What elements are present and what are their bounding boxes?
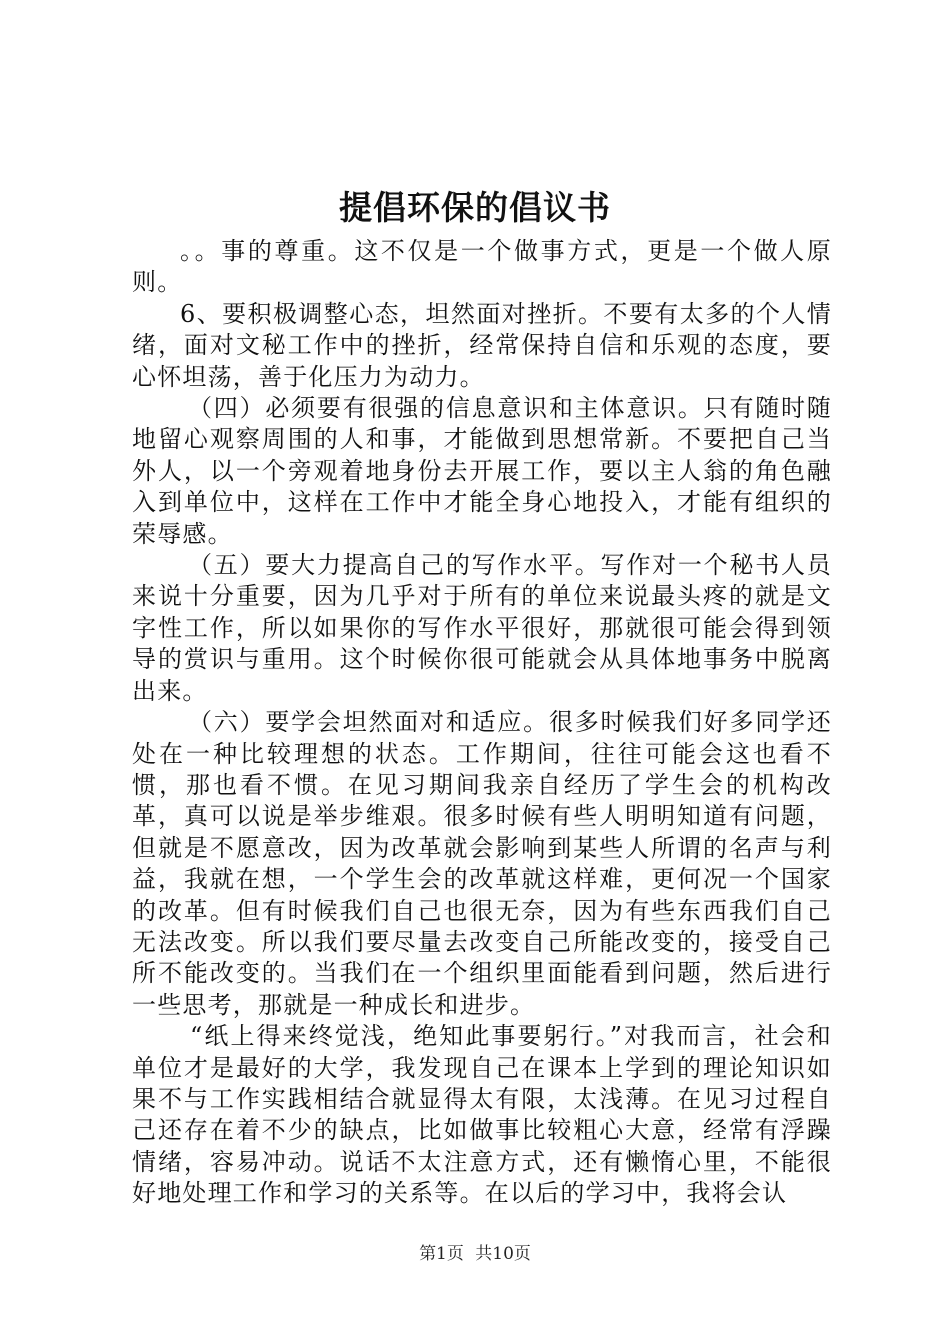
document-title: 提倡环保的倡议书: [339, 188, 611, 227]
page-total: 共10页: [475, 1244, 531, 1264]
paragraph-1: 。。事的尊重。这不仅是一个做事方式，更是一个做人原则。: [132, 237, 832, 297]
page-footer: [0, 1243, 950, 1265]
page-number: 第1页: [419, 1244, 464, 1264]
document-body: [132, 236, 832, 1210]
paragraph-2: 6、要积极调整心态，坦然面对挫折。不要有太多的个人情绪，面对文秘工作中的挫折，经常保持自信和乐观的态度，要心怀坦荡，善于化压力为动力。: [132, 299, 832, 391]
paragraph-4: （五）要大力提高自己的写作水平。写作对一个秘书人员来说十分重要，因为几乎对于所有的单位来说最头疼的就是文字性工作，所以如果你的写作水平很好，那就很可能会得到领导的赏识与重用。这个时候你很可能就会从具体地事务中脱离出来。: [132, 551, 832, 705]
paragraph-5: （六）要学会坦然面对和适应。很多时候我们好多同学还处在一种比较理想的状态。工作期间，往往可能会这也看不惯，那也看不惯。在见习期间我亲自经历了学生会的机构改革，真可以说是举步维艰。很多时候有些人明明知道有问题，但就是不愿意改，因为改革就会影响到某些人所谓的名声与利益，我就在想，一个学生会的改革就这样难，更何况一个国家的改革。但有时候我们自己也很无奈，因为有些东西我们自己无法改变。所以我们要尽量去改变自己所能改变的，接受自己所不能改变的。当我们在一个组织里面能看到问题，然后进行一些思考，那就是一种成长和进步。: [132, 708, 832, 1019]
paragraph-3: （四）必须要有很强的信息意识和主体意识。只有随时随地留心观察周围的人和事，才能做到思想常新。不要把自己当外人，以一个旁观着地身份去开展工作，要以主人翁的角色融入到单位中，这样在工作中才能全身心地投入，才能有组织的荣辱感。: [132, 394, 832, 548]
paragraph-6: “纸上得来终觉浅，绝知此事要躬行。”对我而言，社会和单位才是最好的大学，我发现自己在课本上学到的理论知识如果不与工作实践相结合就显得太有限，太浅薄。在见习过程自己还存在着不少的缺点，比如做事比较粗心大意，经常有浮躁情绪，容易冲动。说话不太注意方式，还有懒惰心里，不能很好地处理工作和学习的关系等。在以后的学习中，我将会认: [132, 1022, 832, 1208]
